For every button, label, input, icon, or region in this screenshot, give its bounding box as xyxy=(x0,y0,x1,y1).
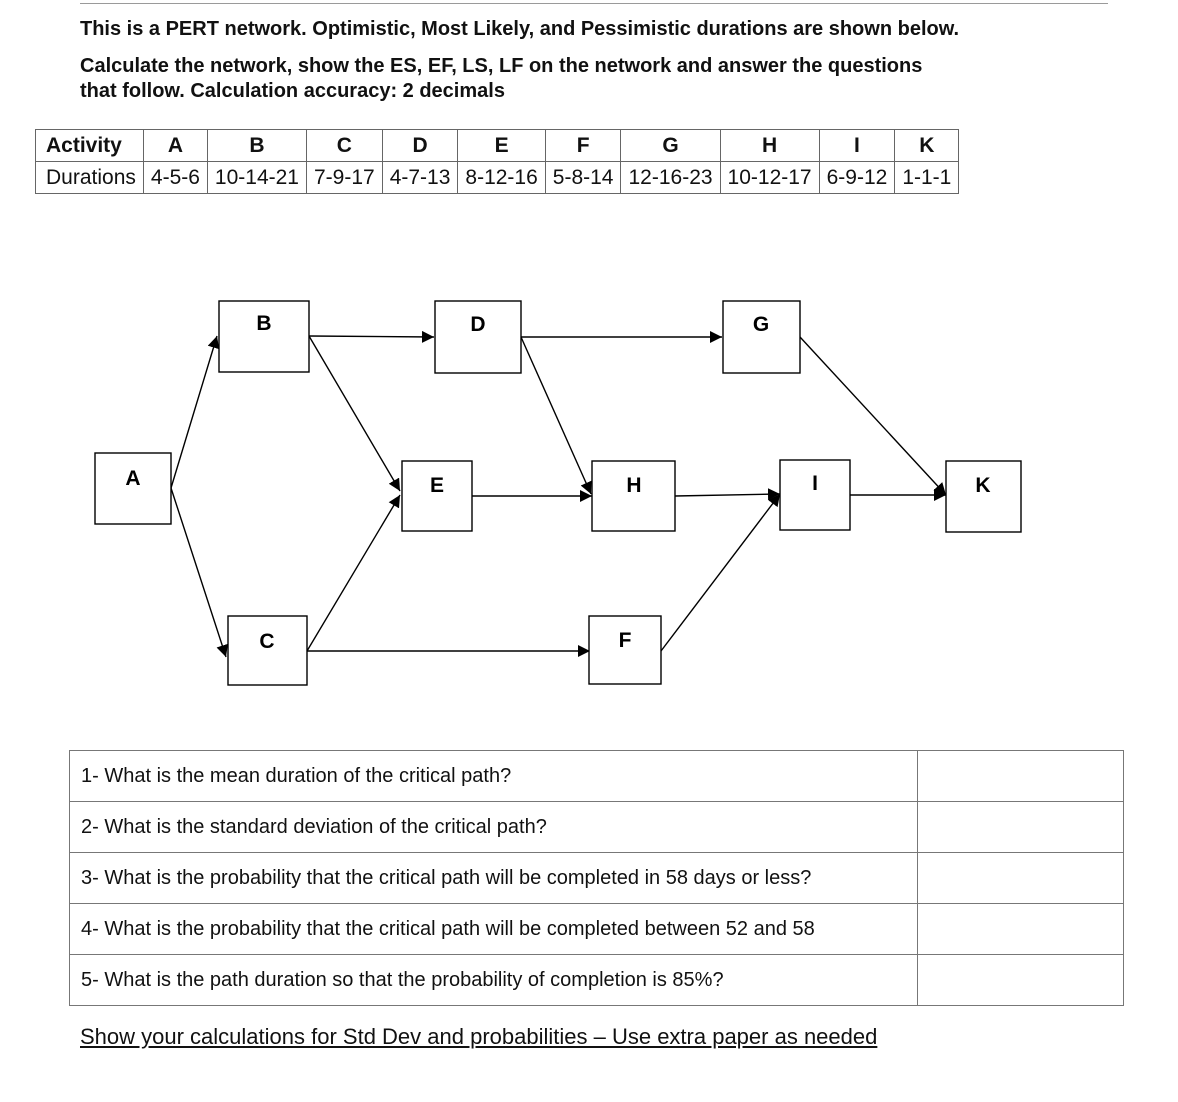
footer-instruction: Show your calculations for Std Dev and probabilities – Use extra paper as needed xyxy=(80,1024,878,1049)
activity-cell: G xyxy=(621,130,720,162)
node-h xyxy=(592,461,675,531)
node-b-label: B xyxy=(256,312,272,335)
activity-cell: E xyxy=(458,130,545,162)
question-row xyxy=(70,802,1124,853)
node-f xyxy=(589,616,661,684)
duration-cell: 12-16-23 xyxy=(621,162,720,194)
edge-b-d xyxy=(309,336,434,337)
edge-a-c xyxy=(171,488,226,657)
duration-cell: 10-12-17 xyxy=(720,162,819,194)
answer-cell[interactable] xyxy=(918,955,1124,1006)
duration-cell: 4-7-13 xyxy=(382,162,458,194)
node-h-label: H xyxy=(626,474,642,497)
node-i-label: I xyxy=(812,472,818,495)
node-k-label: K xyxy=(975,474,991,497)
node-g xyxy=(723,301,800,373)
question-text: 3- What is the probability that the critical path will be completed in 58 days or less? xyxy=(70,853,918,904)
node-e-label: E xyxy=(429,474,445,497)
answer-cell[interactable] xyxy=(918,853,1124,904)
activity-cell: K xyxy=(895,130,959,162)
edge-d-h xyxy=(521,337,591,494)
question-row xyxy=(70,904,1124,955)
edge-b-e xyxy=(309,336,400,491)
activity-cell: C xyxy=(306,130,382,162)
edge-c-e xyxy=(307,495,400,651)
node-b xyxy=(219,301,309,372)
activity-cell: F xyxy=(545,130,621,162)
question-text: 4- What is the probability that the critical path will be completed between 52 and 58 xyxy=(70,904,918,955)
questions-table xyxy=(69,750,1124,1006)
activity-cell: H xyxy=(720,130,819,162)
edge-h-i xyxy=(675,494,780,496)
activity-label: Activity xyxy=(36,130,144,162)
answer-cell[interactable] xyxy=(918,904,1124,955)
node-c xyxy=(228,616,307,685)
answer-cell[interactable] xyxy=(918,751,1124,802)
node-i xyxy=(780,460,850,530)
instructions-line-3: that follow. Calculation accuracy: 2 decimals xyxy=(80,80,505,102)
node-f-label: F xyxy=(618,629,632,652)
node-k xyxy=(946,461,1021,532)
node-e xyxy=(402,461,472,531)
question-row xyxy=(70,853,1124,904)
node-a-label: A xyxy=(125,467,141,490)
instructions-line-1: This is a PERT network. Optimistic, Most Likely, and Pessimistic durations are shown below. xyxy=(80,18,960,40)
durations-label: Durations xyxy=(36,162,144,194)
node-d xyxy=(435,301,521,373)
node-a xyxy=(95,453,171,524)
duration-cell: 7-9-17 xyxy=(306,162,382,194)
question-row xyxy=(70,955,1124,1006)
node-g-label: G xyxy=(752,313,770,336)
question-text: 2- What is the standard deviation of the critical path? xyxy=(70,802,918,853)
duration-cell: 5-8-14 xyxy=(545,162,621,194)
instructions-line-2: Calculate the network, show the ES, EF, LS, LF on the network and answer the questions xyxy=(80,55,923,77)
activity-cell: I xyxy=(819,130,895,162)
duration-cell: 8-12-16 xyxy=(458,162,545,194)
duration-cell: 4-5-6 xyxy=(143,162,207,194)
duration-cell: 10-14-21 xyxy=(207,162,306,194)
question-text: 5- What is the path duration so that the probability of completion is 85%? xyxy=(70,955,918,1006)
question-row xyxy=(70,751,1124,802)
activity-cell: B xyxy=(207,130,306,162)
answer-cell[interactable] xyxy=(918,802,1124,853)
duration-cell: 1-1-1 xyxy=(895,162,959,194)
node-c-label: C xyxy=(259,630,275,653)
duration-cell: 6-9-12 xyxy=(819,162,895,194)
activity-cell: D xyxy=(382,130,458,162)
edge-a-b xyxy=(171,336,217,488)
question-text: 1- What is the mean duration of the critical path? xyxy=(70,751,918,802)
node-d-label: D xyxy=(470,313,486,336)
activity-cell: A xyxy=(143,130,207,162)
edge-f-i xyxy=(661,494,780,651)
